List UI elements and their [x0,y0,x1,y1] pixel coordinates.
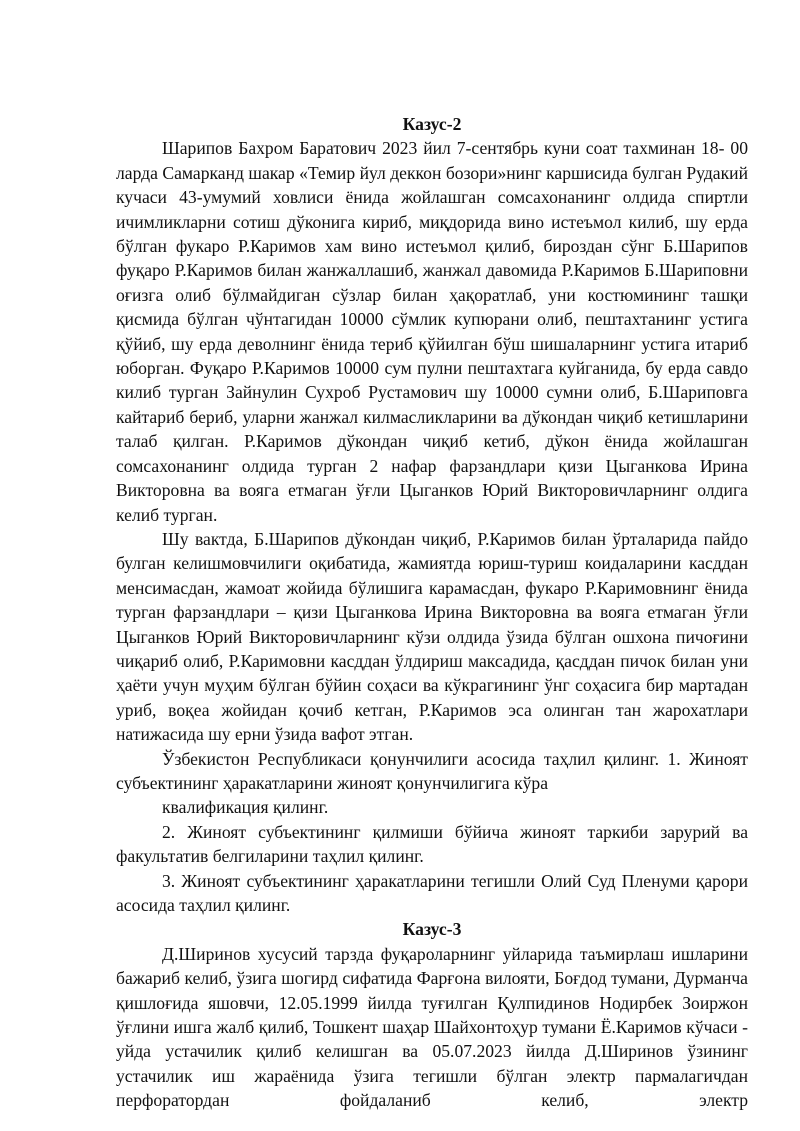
case-2-task-3: 3. Жиноят субъектининг ҳаракатларини тегишли Олий Суд Пленуми қарори асосида таҳлил қилинг. [116,870,748,915]
case-2-paragraph-2: Шу вактда, Б.Шарипов дўкондан чиқиб, Р.Каримов билан ўрталарида пайдо булган келишмовчилиги оқибатида, жамиятда юриш-туриш коидаларини касддан менсимасдан, жамоат жойида бўлишига карамасдан, фукаро Р.Каримовнинг ёнида турган фарзандлари – қизи Цыганкова Ирина Викторовна ва вояга етмаган ўғли Цыганков Юрий Викторовичларнинг кўзи олдида ўзида бўлган ошхона пичоғини чиқариб олиб, Р.Каримовни касддан ўлдириш максадида, қасддан пичок билан уни ҳаёти учун муҳим бўлган бўйин соҳаси ва кўкрагининг ўнг соҳасига бир мартадан уриб, воқеа жойидан қочиб кетган, Р.Каримов эса олинган тан жарохатлари натижасида шу ерни ўзида вафот этган. [116,528,748,745]
case-2-task-1-continuation: квалификация қилинг. [162,797,329,818]
case-2-paragraph-1: Шарипов Бахром Баратович 2023 йил 7-сентябрь куни соат тахминан 18- 00 ларда Самарканд шакар «Темир йул деккон бозори»нинг каршисида булган Рудакий кучаси 43-умумий ховлиси ёнида жойлашган сомсахонанинг олдида спиртли ичимликларни сотиш дўконига кириб, миқдорида вино истеъмол килиб, шу ерда бўлган фукаро Р.Каримов хам вино истеъмол қилиб, бироздан сўнг Б.Шарипов фуқаро Р.Каримов билан жанжаллашиб, жанжал давомида Р.Каримов Б.Шариповни оғизга олиб бўлмайдиган сўзлар билан ҳақоратлаб, уни костюмининг ташқи қисмида бўлган чўнтагидан 10000 сўмлик купюрани олиб, пештахтанинг устига қўйиб, шу ерда деволнинг ёнида териб қўйилган бўш шишаларнинг устига итариб юборган. Фуқаро Р.Каримов 10000 сум пулни пештахтага куйганида, бу ерда савдо килиб турган Зайнулин Сухроб Рустамович шу 10000 сумни олиб, Б.Шариповга кайтариб бериб, уларни жанжал килмасликларини ва дўкондан чиқиб кетишларини талаб қилган. Р.Каримов дўкондан чиқиб кетиб, дўкон ёнида жойлашган сомсахонанинг олдида турган 2 нафар фарзандлари қизи Цыганкова Ирина Викторовна ва вояга етмаган ўғли Цыганков Юрий Викторовичларнинг олдига келиб турган. [116,138,748,525]
case-3-title: Казус-3 [402,919,462,940]
case-2-task-2: 2. Жиноят субъектининг қилмиши бўйича жиноят таркиби зарурий ва факультатив белгиларини таҳлил қилинг. [116,821,748,867]
case-2-task-1: Ўзбекистон Республикаси қонунчилиги асосида таҳлил қилинг. 1. Жиноят субъектининг ҳаракатларини жиноят қонунчилигига кўра [116,748,748,793]
case-3-paragraph-1: Д.Ширинов хусусий тарзда фуқароларнинг уйларида таъмирлаш ишларини бажариб келиб, ўзига шогирд сифатида Фарғона вилояти, Боғдод тумани, Дурманча қишлоғида яшовчи, 12.05.1999 йилда туғилган Қулпидинов Нодирбек Зоиржон ўғлини ишга жалб қилиб, Тошкент шаҳар Шайхонтоҳур тумани Ё.Каримов кўчаси - уйда устачилик қилиб келишган ва 05.07.2023 йилда Д.Ширинов ўзининг устачилик иш жараёнида ўзига тегишли бўлган электр пармалагичдан перфоратордан фойдаланиб келиб, электр [116,943,748,1111]
document-page [116,112,748,1113]
case-2-title: Казус-2 [402,114,462,134]
